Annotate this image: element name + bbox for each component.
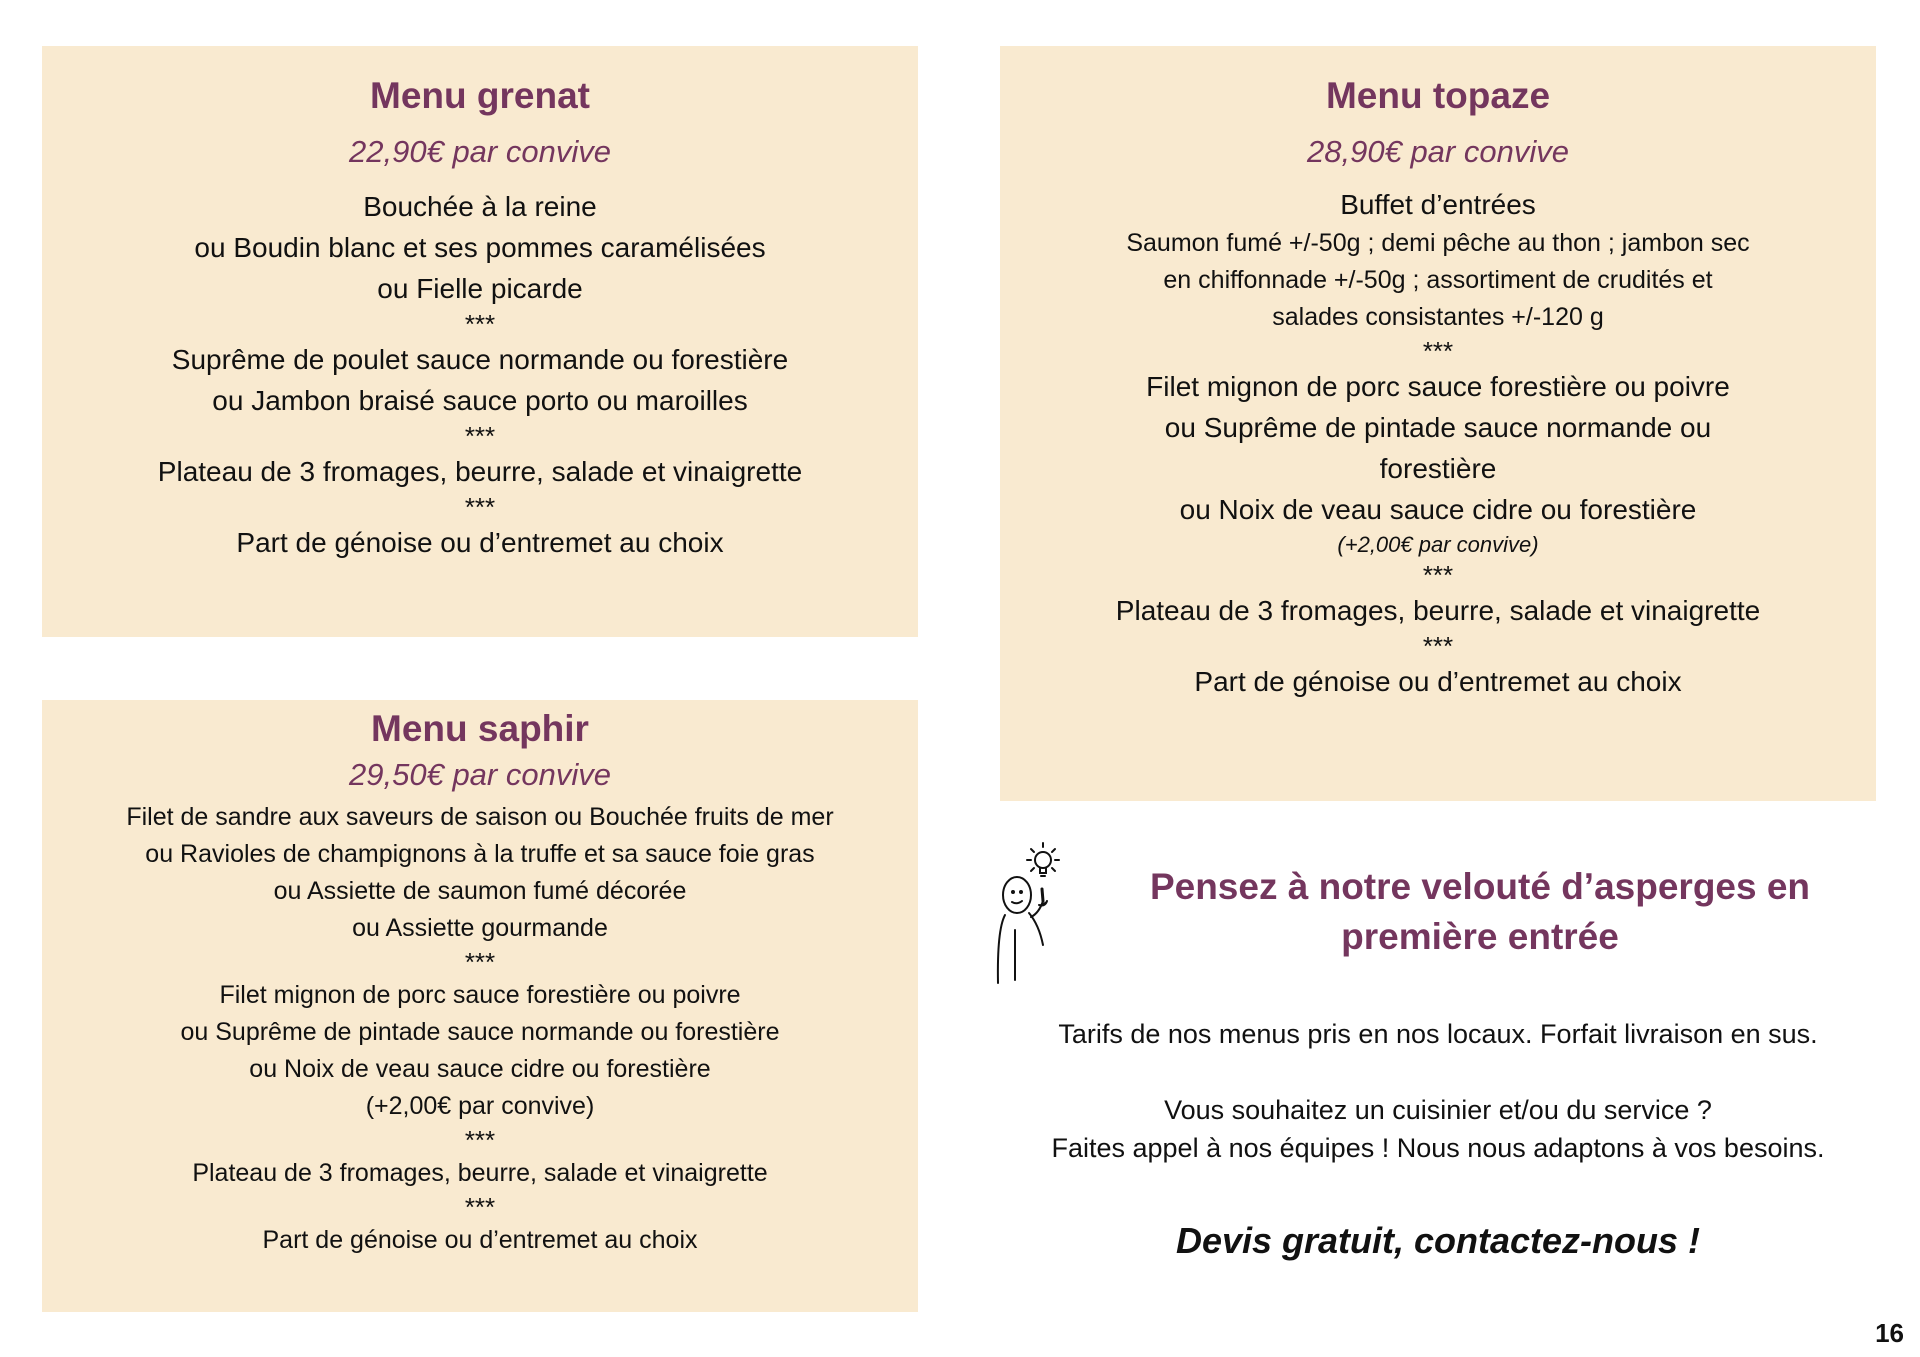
- page-number: 16: [1875, 1318, 1904, 1348]
- main-line: Filet mignon de porc sauce forestière ou poivre: [1146, 371, 1730, 402]
- starter-line: ou Assiette de saumon fumé décorée: [273, 877, 687, 905]
- main-line: Suprême de poulet sauce normande ou forestière: [171, 344, 789, 375]
- tip-title: [1110, 862, 1850, 962]
- menu-title: Menu grenat: [370, 75, 590, 116]
- main-line: ou Noix de veau sauce cidre ou forestière: [1179, 494, 1697, 525]
- dessert-line: Part de génoise ou d’entremet au choix: [262, 1226, 698, 1254]
- info-text: [1000, 1015, 1876, 1167]
- separator: ***: [464, 492, 496, 522]
- menu-price: 22,90€ par convive: [349, 134, 611, 169]
- separator: ***: [1422, 631, 1454, 661]
- menu-saphir-card: [42, 700, 918, 1312]
- starter-line: Saumon fumé +/-50g ; demi pêche au thon ; jambon sec: [1126, 229, 1750, 257]
- menu-price: 28,90€ par convive: [1307, 134, 1569, 169]
- separator: ***: [464, 947, 496, 977]
- separator: ***: [464, 1192, 496, 1222]
- tip-title-line: première entrée: [1341, 916, 1619, 957]
- menu-price: 29,50€ par convive: [349, 757, 611, 792]
- dessert-line: Part de génoise ou d’entremet au choix: [1194, 666, 1682, 697]
- main-line: Filet mignon de porc sauce forestière ou poivre: [219, 981, 741, 1009]
- main-line: ou Noix de veau sauce cidre ou forestière: [249, 1055, 711, 1083]
- cheese-line: Plateau de 3 fromages, beurre, salade et vinaigrette: [1115, 595, 1761, 626]
- tip-title-line: Pensez à notre velouté d’asperges en: [1149, 866, 1811, 907]
- starter-line: Bouchée à la reine: [363, 191, 597, 222]
- separator: ***: [464, 421, 496, 451]
- separator: ***: [464, 309, 496, 339]
- starter-line: ou Assiette gourmande: [352, 914, 608, 942]
- dessert-line: Part de génoise ou d’entremet au choix: [236, 527, 724, 558]
- starter-line: en chiffonnade +/-50g ; assortiment de crudités et: [1163, 266, 1713, 294]
- starter-line: ou Boudin blanc et ses pommes caramélisées: [194, 232, 766, 263]
- main-line: ou Suprême de pintade sauce normande ou forestière: [180, 1018, 780, 1046]
- menu-grenat-card: [42, 46, 918, 637]
- pricing-note: Tarifs de nos menus pris en nos locaux. Forfait livraison en sus.: [1058, 1019, 1818, 1049]
- service-note: Faites appel à nos équipes ! Nous nous adaptons à vos besoins.: [1051, 1133, 1825, 1163]
- cheese-line: Plateau de 3 fromages, beurre, salade et vinaigrette: [192, 1159, 768, 1187]
- person-lightbulb-icon: [995, 835, 1070, 985]
- menu-title: Menu saphir: [371, 708, 589, 749]
- separator: ***: [1422, 336, 1454, 366]
- starter-heading: Buffet d’entrées: [1340, 189, 1536, 220]
- separator: ***: [1422, 560, 1454, 590]
- main-line: ou Suprême de pintade sauce normande ou: [1164, 412, 1712, 443]
- menu-title: Menu topaze: [1325, 75, 1551, 116]
- separator: ***: [464, 1125, 496, 1155]
- call-to-action: Devis gratuit, contactez-nous !: [1175, 1220, 1701, 1261]
- starter-line: Filet de sandre aux saveurs de saison ou Bouchée fruits de mer: [126, 803, 834, 831]
- service-question: Vous souhaitez un cuisinier et/ou du service ?: [1164, 1095, 1712, 1125]
- starter-line: ou Ravioles de champignons à la truffe et sa sauce foie gras: [145, 840, 815, 868]
- main-line: (+2,00€ par convive): [365, 1092, 595, 1120]
- main-line: ou Jambon braisé sauce porto ou maroilles: [212, 385, 748, 416]
- menu-topaze-card: [1000, 46, 1876, 801]
- starter-line: salades consistantes +/-120 g: [1272, 303, 1604, 331]
- supplement-note: (+2,00€ par convive): [1337, 532, 1539, 557]
- starter-line: ou Fielle picarde: [377, 273, 583, 304]
- main-line: forestière: [1379, 453, 1497, 484]
- cheese-line: Plateau de 3 fromages, beurre, salade et vinaigrette: [157, 456, 803, 487]
